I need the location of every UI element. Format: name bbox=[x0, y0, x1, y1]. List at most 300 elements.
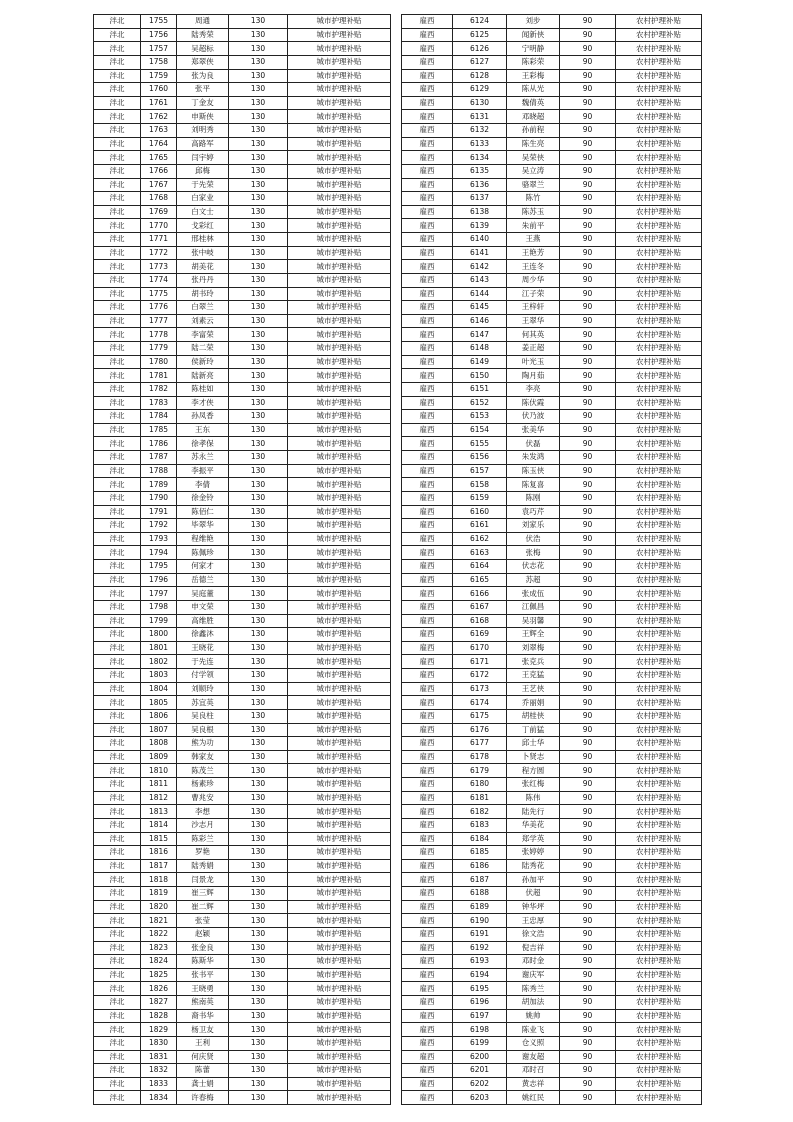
cell-district: 泮北 bbox=[94, 151, 141, 165]
table-body-left bbox=[94, 15, 391, 1105]
cell-category: 城市护理补贴 bbox=[288, 233, 391, 247]
table-row bbox=[94, 764, 391, 778]
cell-amount: 130 bbox=[229, 723, 288, 737]
cell-amount: 130 bbox=[229, 832, 288, 846]
cell-district: 泮北 bbox=[94, 410, 141, 424]
cell-district: 雇西 bbox=[402, 219, 453, 233]
cell-serial: 1822 bbox=[141, 927, 177, 941]
cell-amount: 90 bbox=[560, 55, 616, 69]
cell-district: 泮北 bbox=[94, 137, 141, 151]
cell-amount: 90 bbox=[560, 996, 616, 1010]
cell-district: 雇西 bbox=[402, 396, 453, 410]
table-row bbox=[94, 287, 391, 301]
cell-name: 华美花 bbox=[507, 818, 560, 832]
cell-name: 苏超 bbox=[507, 573, 560, 587]
table-row bbox=[402, 600, 702, 614]
cell-category: 农村护理补贴 bbox=[616, 314, 702, 328]
cell-name: 王东 bbox=[177, 423, 229, 437]
cell-district: 泮北 bbox=[94, 1009, 141, 1023]
cell-name: 张成伍 bbox=[507, 587, 560, 601]
cell-name: 熊为功 bbox=[177, 737, 229, 751]
table-row bbox=[94, 260, 391, 274]
cell-district: 雇西 bbox=[402, 560, 453, 574]
cell-category: 农村护理补贴 bbox=[616, 219, 702, 233]
table-row bbox=[402, 900, 702, 914]
cell-amount: 130 bbox=[229, 955, 288, 969]
cell-category: 农村护理补贴 bbox=[616, 764, 702, 778]
cell-district: 雇西 bbox=[402, 369, 453, 383]
cell-amount: 130 bbox=[229, 764, 288, 778]
table-row bbox=[94, 219, 391, 233]
cell-serial: 6131 bbox=[453, 110, 507, 124]
cell-name: 王燕 bbox=[507, 233, 560, 247]
cell-serial: 6196 bbox=[453, 996, 507, 1010]
cell-amount: 90 bbox=[560, 464, 616, 478]
cell-serial: 6124 bbox=[453, 15, 507, 29]
cell-amount: 90 bbox=[560, 655, 616, 669]
cell-name: 周通 bbox=[177, 15, 229, 29]
cell-amount: 130 bbox=[229, 968, 288, 982]
cell-district: 泮北 bbox=[94, 124, 141, 138]
table-row bbox=[94, 900, 391, 914]
cell-name: 裔书华 bbox=[177, 1009, 229, 1023]
cell-category: 城市护理补贴 bbox=[288, 55, 391, 69]
table-row bbox=[94, 805, 391, 819]
cell-amount: 90 bbox=[560, 505, 616, 519]
table-row bbox=[402, 110, 702, 124]
cell-category: 农村护理补贴 bbox=[616, 55, 702, 69]
cell-district: 雇西 bbox=[402, 1050, 453, 1064]
cell-name: 陈斯华 bbox=[177, 955, 229, 969]
cell-district: 泮北 bbox=[94, 1023, 141, 1037]
table-row bbox=[94, 968, 391, 982]
cell-category: 城市护理补贴 bbox=[288, 519, 391, 533]
cell-amount: 130 bbox=[229, 1036, 288, 1050]
cell-amount: 130 bbox=[229, 887, 288, 901]
cell-district: 雇西 bbox=[402, 927, 453, 941]
cell-amount: 90 bbox=[560, 600, 616, 614]
cell-category: 城市护理补贴 bbox=[288, 532, 391, 546]
cell-category: 城市护理补贴 bbox=[288, 96, 391, 110]
cell-district: 泮北 bbox=[94, 955, 141, 969]
cell-serial: 6198 bbox=[453, 1023, 507, 1037]
table-row bbox=[94, 750, 391, 764]
table-row bbox=[402, 750, 702, 764]
cell-serial: 6163 bbox=[453, 546, 507, 560]
cell-name: 姚帅 bbox=[507, 1009, 560, 1023]
cell-serial: 6165 bbox=[453, 573, 507, 587]
cell-district: 雇西 bbox=[402, 437, 453, 451]
cell-name: 何其英 bbox=[507, 328, 560, 342]
cell-amount: 90 bbox=[560, 355, 616, 369]
table-row bbox=[94, 955, 391, 969]
cell-amount: 130 bbox=[229, 941, 288, 955]
cell-name: 龚士娟 bbox=[177, 1077, 229, 1091]
cell-name: 吴荣侠 bbox=[507, 151, 560, 165]
cell-serial: 6191 bbox=[453, 927, 507, 941]
cell-name: 江佩昌 bbox=[507, 600, 560, 614]
cell-serial: 1815 bbox=[141, 832, 177, 846]
cell-serial: 6184 bbox=[453, 832, 507, 846]
cell-district: 泮北 bbox=[94, 164, 141, 178]
cell-amount: 90 bbox=[560, 519, 616, 533]
cell-name: 陆秀荣 bbox=[177, 28, 229, 42]
cell-name: 姜正超 bbox=[507, 342, 560, 356]
cell-name: 李倩 bbox=[177, 478, 229, 492]
cell-district: 雇西 bbox=[402, 342, 453, 356]
table-row bbox=[94, 314, 391, 328]
cell-category: 城市护理补贴 bbox=[288, 219, 391, 233]
cell-amount: 130 bbox=[229, 641, 288, 655]
cell-amount: 130 bbox=[229, 464, 288, 478]
cell-name: 郑翠侠 bbox=[177, 55, 229, 69]
cell-category: 农村护理补贴 bbox=[616, 532, 702, 546]
cell-amount: 130 bbox=[229, 96, 288, 110]
cell-name: 崔三辉 bbox=[177, 887, 229, 901]
cell-district: 雇西 bbox=[402, 124, 453, 138]
cell-amount: 130 bbox=[229, 15, 288, 29]
cell-name: 吴良柱 bbox=[177, 709, 229, 723]
cell-serial: 6183 bbox=[453, 818, 507, 832]
table-row bbox=[94, 164, 391, 178]
cell-district: 泮北 bbox=[94, 423, 141, 437]
cell-category: 农村护理补贴 bbox=[616, 151, 702, 165]
cell-amount: 90 bbox=[560, 1091, 616, 1105]
cell-amount: 90 bbox=[560, 478, 616, 492]
table-row bbox=[402, 437, 702, 451]
cell-district: 雇西 bbox=[402, 955, 453, 969]
cell-district: 雇西 bbox=[402, 914, 453, 928]
cell-serial: 1816 bbox=[141, 846, 177, 860]
cell-name: 陈伏霞 bbox=[507, 396, 560, 410]
cell-amount: 90 bbox=[560, 927, 616, 941]
cell-amount: 90 bbox=[560, 83, 616, 97]
cell-district: 雇西 bbox=[402, 15, 453, 29]
cell-district: 泮北 bbox=[94, 873, 141, 887]
cell-category: 城市护理补贴 bbox=[288, 260, 391, 274]
cell-category: 城市护理补贴 bbox=[288, 423, 391, 437]
table-row bbox=[94, 641, 391, 655]
cell-name: 张金良 bbox=[177, 941, 229, 955]
cell-category: 农村护理补贴 bbox=[616, 955, 702, 969]
cell-serial: 6132 bbox=[453, 124, 507, 138]
cell-category: 城市护理补贴 bbox=[288, 791, 391, 805]
cell-category: 城市护理补贴 bbox=[288, 764, 391, 778]
cell-serial: 6187 bbox=[453, 873, 507, 887]
cell-district: 泮北 bbox=[94, 519, 141, 533]
cell-category: 城市护理补贴 bbox=[288, 287, 391, 301]
cell-category: 农村护理补贴 bbox=[616, 355, 702, 369]
table-row bbox=[402, 260, 702, 274]
cell-name: 毕翠华 bbox=[177, 519, 229, 533]
cell-district: 泮北 bbox=[94, 55, 141, 69]
table-row bbox=[402, 1064, 702, 1078]
cell-district: 泮北 bbox=[94, 1050, 141, 1064]
cell-amount: 130 bbox=[229, 982, 288, 996]
cell-category: 农村护理补贴 bbox=[616, 723, 702, 737]
cell-serial: 6141 bbox=[453, 246, 507, 260]
cell-name: 陈桂如 bbox=[177, 382, 229, 396]
cell-serial: 6145 bbox=[453, 301, 507, 315]
cell-district: 雇西 bbox=[402, 778, 453, 792]
cell-serial: 1832 bbox=[141, 1064, 177, 1078]
cell-amount: 130 bbox=[229, 28, 288, 42]
cell-name: 王翠华 bbox=[507, 314, 560, 328]
table-row bbox=[402, 709, 702, 723]
cell-category: 农村护理补贴 bbox=[616, 859, 702, 873]
table-row bbox=[402, 682, 702, 696]
cell-name: 张中岐 bbox=[177, 246, 229, 260]
table-row bbox=[402, 1077, 702, 1091]
cell-serial: 1812 bbox=[141, 791, 177, 805]
cell-name: 赵颖 bbox=[177, 927, 229, 941]
cell-district: 泮北 bbox=[94, 927, 141, 941]
cell-category: 农村护理补贴 bbox=[616, 301, 702, 315]
cell-amount: 90 bbox=[560, 151, 616, 165]
table-row bbox=[402, 478, 702, 492]
cell-name: 丁金友 bbox=[177, 96, 229, 110]
table-row bbox=[402, 968, 702, 982]
cell-amount: 130 bbox=[229, 846, 288, 860]
cell-serial: 1819 bbox=[141, 887, 177, 901]
table-row bbox=[94, 451, 391, 465]
cell-serial: 6170 bbox=[453, 641, 507, 655]
cell-amount: 130 bbox=[229, 1050, 288, 1064]
cell-serial: 1790 bbox=[141, 491, 177, 505]
cell-serial: 6178 bbox=[453, 750, 507, 764]
table-row bbox=[402, 519, 702, 533]
cell-amount: 90 bbox=[560, 410, 616, 424]
cell-district: 雇西 bbox=[402, 1023, 453, 1037]
table-row bbox=[402, 505, 702, 519]
cell-district: 泮北 bbox=[94, 491, 141, 505]
cell-category: 农村护理补贴 bbox=[616, 451, 702, 465]
cell-serial: 1826 bbox=[141, 982, 177, 996]
cell-serial: 1782 bbox=[141, 382, 177, 396]
cell-category: 城市护理补贴 bbox=[288, 137, 391, 151]
cell-district: 泮北 bbox=[94, 900, 141, 914]
cell-name: 白翠兰 bbox=[177, 301, 229, 315]
cell-amount: 130 bbox=[229, 437, 288, 451]
cell-name: 倪吉祥 bbox=[507, 941, 560, 955]
cell-amount: 130 bbox=[229, 342, 288, 356]
cell-name: 张婷婷 bbox=[507, 846, 560, 860]
table-row bbox=[94, 914, 391, 928]
cell-amount: 90 bbox=[560, 1009, 616, 1023]
table-row bbox=[94, 69, 391, 83]
cell-name: 陈彩荣 bbox=[507, 55, 560, 69]
cell-name: 刘步 bbox=[507, 15, 560, 29]
cell-name: 罗艳 bbox=[177, 846, 229, 860]
table-row bbox=[94, 614, 391, 628]
cell-category: 城市护理补贴 bbox=[288, 382, 391, 396]
cell-amount: 90 bbox=[560, 124, 616, 138]
cell-name: 伏磊 bbox=[507, 437, 560, 451]
cell-serial: 1767 bbox=[141, 178, 177, 192]
cell-district: 雇西 bbox=[402, 900, 453, 914]
cell-amount: 90 bbox=[560, 914, 616, 928]
table-row bbox=[402, 124, 702, 138]
cell-amount: 130 bbox=[229, 451, 288, 465]
table-row bbox=[402, 573, 702, 587]
cell-amount: 90 bbox=[560, 192, 616, 206]
table-row bbox=[402, 96, 702, 110]
cell-district: 雇西 bbox=[402, 491, 453, 505]
cell-district: 泮北 bbox=[94, 846, 141, 860]
cell-name: 邓时金 bbox=[507, 955, 560, 969]
cell-serial: 1757 bbox=[141, 42, 177, 56]
cell-name: 陈业飞 bbox=[507, 1023, 560, 1037]
cell-district: 雇西 bbox=[402, 1091, 453, 1105]
cell-district: 雇西 bbox=[402, 968, 453, 982]
cell-name: 伏超 bbox=[507, 887, 560, 901]
cell-district: 泮北 bbox=[94, 614, 141, 628]
cell-amount: 130 bbox=[229, 314, 288, 328]
cell-category: 农村护理补贴 bbox=[616, 287, 702, 301]
cell-category: 农村护理补贴 bbox=[616, 1050, 702, 1064]
cell-category: 农村护理补贴 bbox=[616, 342, 702, 356]
table-row bbox=[94, 996, 391, 1010]
table-row bbox=[402, 859, 702, 873]
table-row bbox=[94, 233, 391, 247]
cell-district: 泮北 bbox=[94, 996, 141, 1010]
cell-district: 泮北 bbox=[94, 546, 141, 560]
cell-category: 农村护理补贴 bbox=[616, 900, 702, 914]
cell-district: 泮北 bbox=[94, 110, 141, 124]
cell-district: 雇西 bbox=[402, 314, 453, 328]
cell-name: 陆秀娟 bbox=[177, 859, 229, 873]
table-row bbox=[402, 669, 702, 683]
cell-amount: 90 bbox=[560, 887, 616, 901]
cell-district: 雇西 bbox=[402, 750, 453, 764]
cell-category: 农村护理补贴 bbox=[616, 655, 702, 669]
cell-district: 泮北 bbox=[94, 1064, 141, 1078]
cell-name: 陈茂兰 bbox=[177, 764, 229, 778]
cell-name: 陈从光 bbox=[507, 83, 560, 97]
cell-serial: 1804 bbox=[141, 682, 177, 696]
cell-amount: 90 bbox=[560, 873, 616, 887]
cell-name: 王晓花 bbox=[177, 641, 229, 655]
table-row bbox=[402, 1009, 702, 1023]
cell-amount: 90 bbox=[560, 260, 616, 274]
cell-amount: 90 bbox=[560, 1023, 616, 1037]
cell-serial: 6176 bbox=[453, 723, 507, 737]
cell-serial: 1818 bbox=[141, 873, 177, 887]
table-row bbox=[402, 314, 702, 328]
cell-category: 城市护理补贴 bbox=[288, 968, 391, 982]
cell-serial: 6172 bbox=[453, 669, 507, 683]
table-row bbox=[402, 723, 702, 737]
table-body-right bbox=[402, 15, 702, 1105]
cell-serial: 6137 bbox=[453, 192, 507, 206]
cell-serial: 1796 bbox=[141, 573, 177, 587]
table-row bbox=[402, 192, 702, 206]
cell-serial: 1788 bbox=[141, 464, 177, 478]
cell-amount: 130 bbox=[229, 83, 288, 97]
cell-serial: 1772 bbox=[141, 246, 177, 260]
cell-district: 泮北 bbox=[94, 287, 141, 301]
cell-category: 城市护理补贴 bbox=[288, 355, 391, 369]
cell-amount: 130 bbox=[229, 301, 288, 315]
table-row bbox=[94, 859, 391, 873]
table-row bbox=[402, 342, 702, 356]
table-row bbox=[402, 546, 702, 560]
cell-amount: 130 bbox=[229, 192, 288, 206]
cell-name: 陈秀兰 bbox=[507, 982, 560, 996]
cell-district: 泮北 bbox=[94, 982, 141, 996]
table-row bbox=[402, 764, 702, 778]
cell-category: 城市护理补贴 bbox=[288, 28, 391, 42]
cell-district: 泮北 bbox=[94, 178, 141, 192]
table-row bbox=[94, 573, 391, 587]
cell-amount: 130 bbox=[229, 382, 288, 396]
cell-district: 雇西 bbox=[402, 478, 453, 492]
cell-serial: 1808 bbox=[141, 737, 177, 751]
cell-category: 农村护理补贴 bbox=[616, 260, 702, 274]
cell-category: 城市护理补贴 bbox=[288, 600, 391, 614]
cell-serial: 6126 bbox=[453, 42, 507, 56]
cell-district: 雇西 bbox=[402, 764, 453, 778]
cell-serial: 1769 bbox=[141, 205, 177, 219]
cell-name: 陆先行 bbox=[507, 805, 560, 819]
table-row bbox=[94, 505, 391, 519]
cell-amount: 130 bbox=[229, 42, 288, 56]
cell-category: 城市护理补贴 bbox=[288, 451, 391, 465]
cell-name: 宁明静 bbox=[507, 42, 560, 56]
table-row bbox=[94, 778, 391, 792]
table-row bbox=[402, 137, 702, 151]
cell-serial: 1771 bbox=[141, 233, 177, 247]
cell-district: 雇西 bbox=[402, 941, 453, 955]
cell-category: 城市护理补贴 bbox=[288, 996, 391, 1010]
cell-district: 雇西 bbox=[402, 1036, 453, 1050]
cell-category: 农村护理补贴 bbox=[616, 192, 702, 206]
cell-category: 农村护理补贴 bbox=[616, 696, 702, 710]
cell-category: 农村护理补贴 bbox=[616, 1023, 702, 1037]
table-row bbox=[402, 205, 702, 219]
cell-name: 沙志月 bbox=[177, 818, 229, 832]
cell-category: 农村护理补贴 bbox=[616, 42, 702, 56]
cell-category: 城市护理补贴 bbox=[288, 641, 391, 655]
cell-serial: 1762 bbox=[141, 110, 177, 124]
cell-district: 泮北 bbox=[94, 737, 141, 751]
cell-name: 崔二辉 bbox=[177, 900, 229, 914]
cell-category: 农村护理补贴 bbox=[616, 410, 702, 424]
cell-district: 泮北 bbox=[94, 723, 141, 737]
cell-serial: 6138 bbox=[453, 205, 507, 219]
table-row bbox=[402, 614, 702, 628]
cell-category: 城市护理补贴 bbox=[288, 491, 391, 505]
cell-district: 雇西 bbox=[402, 164, 453, 178]
cell-district: 雇西 bbox=[402, 614, 453, 628]
cell-amount: 130 bbox=[229, 805, 288, 819]
cell-amount: 90 bbox=[560, 709, 616, 723]
cell-category: 城市护理补贴 bbox=[288, 246, 391, 260]
cell-category: 农村护理补贴 bbox=[616, 328, 702, 342]
table-row bbox=[402, 560, 702, 574]
cell-district: 泮北 bbox=[94, 260, 141, 274]
cell-district: 雇西 bbox=[402, 260, 453, 274]
cell-serial: 6160 bbox=[453, 505, 507, 519]
cell-district: 雇西 bbox=[402, 110, 453, 124]
cell-name: 丁前猛 bbox=[507, 723, 560, 737]
cell-serial: 6202 bbox=[453, 1077, 507, 1091]
cell-district: 雇西 bbox=[402, 464, 453, 478]
table-row bbox=[94, 124, 391, 138]
cell-name: 王克猛 bbox=[507, 669, 560, 683]
cell-category: 城市护理补贴 bbox=[288, 955, 391, 969]
cell-district: 泮北 bbox=[94, 96, 141, 110]
